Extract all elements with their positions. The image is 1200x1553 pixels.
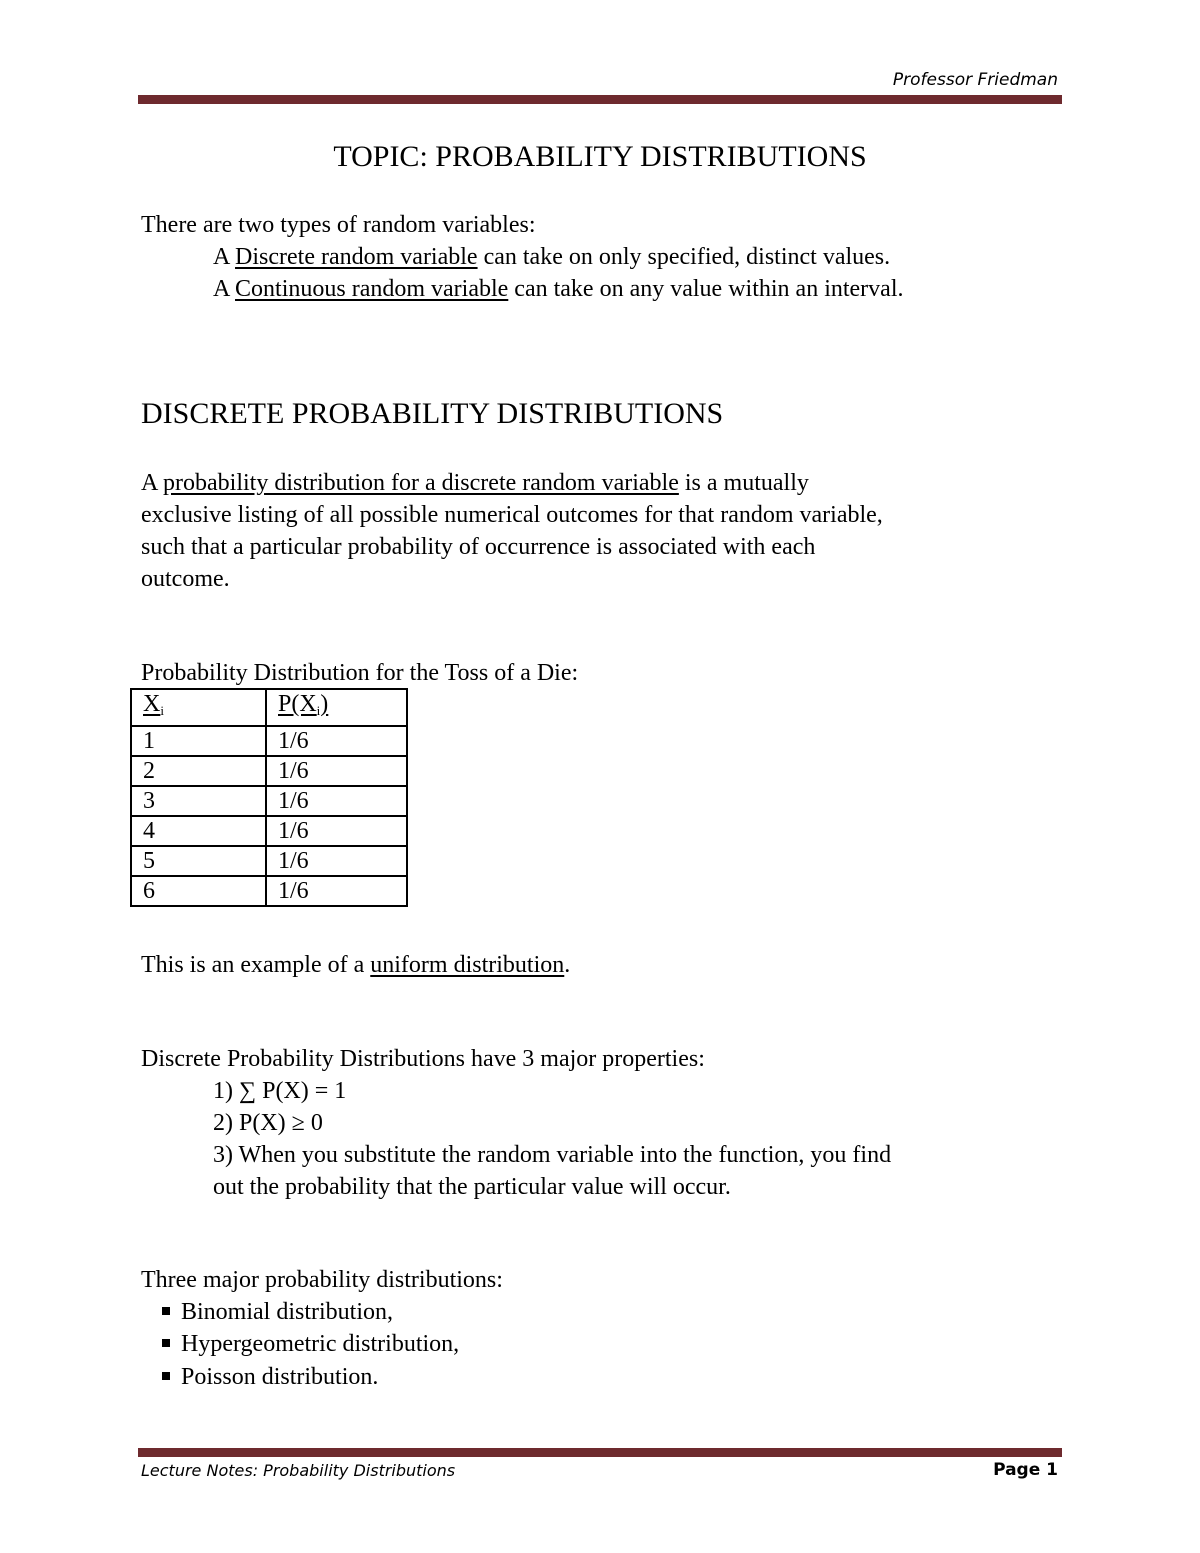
header-p-sub: i — [316, 703, 321, 718]
cell-x: 5 — [131, 846, 266, 876]
discrete-rest: can take on only specified, distinct values. — [477, 244, 891, 270]
discrete-prefix: A — [213, 244, 236, 270]
table-row — [131, 876, 407, 906]
footer-title: Lecture Notes: Probability Distributions — [141, 1461, 456, 1480]
header-author: Professor Friedman — [892, 70, 1058, 90]
page-title: TOPIC: PROBABILITY DISTRIBUTIONS — [333, 140, 867, 173]
cell-x: 2 — [131, 756, 266, 786]
continuous-prefix: A — [213, 276, 236, 302]
header-p-prefix: P(X — [278, 691, 317, 717]
property-3-line-1: 3) When you substitute the random variable into the function, you find — [213, 1142, 892, 1168]
definition-line1-rest: is a mutually — [678, 470, 809, 496]
cell-x: 4 — [131, 816, 266, 846]
list-item — [162, 1328, 459, 1360]
uniform-term: uniform distribution — [370, 952, 565, 978]
table-row — [131, 726, 407, 756]
major-intro: Three major probability distributions: — [141, 1267, 503, 1293]
continuous-definition — [213, 273, 904, 305]
table-row — [131, 756, 407, 786]
uniform-suffix: . — [564, 952, 571, 978]
cell-p: 1/6 — [266, 726, 407, 756]
header-x-sub: i — [160, 703, 164, 718]
uniform-statement — [141, 949, 570, 981]
header-x — [131, 689, 266, 726]
cell-p: 1/6 — [266, 786, 407, 816]
continuous-term: Continuous random variable — [235, 276, 509, 302]
table-caption: Probability Distribution for the Toss of a Die: — [141, 660, 579, 686]
property-3-line-2: out the probability that the particular value will occur. — [213, 1174, 731, 1200]
list-item — [162, 1361, 378, 1393]
property-2: 2) P(X) ≥ 0 — [213, 1110, 323, 1136]
header-rule — [138, 95, 1062, 104]
discrete-definition — [213, 241, 890, 273]
table-row — [131, 816, 407, 846]
table-row — [131, 846, 407, 876]
cell-p: 1/6 — [266, 756, 407, 786]
square-bullet-icon — [162, 1339, 170, 1347]
definition-term: probability distribution for a discrete random variable — [163, 470, 679, 496]
page-number: Page 1 — [993, 1460, 1058, 1480]
property-1: 1) ∑ P(X) = 1 — [213, 1078, 347, 1104]
header-p-suffix: ) — [320, 691, 329, 717]
properties-intro: Discrete Probability Distributions have 3 major properties: — [141, 1046, 705, 1072]
cell-p: 1/6 — [266, 846, 407, 876]
definition-line-3: such that a particular probability of occurrence is associated with each — [141, 534, 816, 560]
list-item-label: Hypergeometric distribution, — [181, 1331, 460, 1357]
list-item-label: Binomial distribution, — [181, 1299, 394, 1325]
intro-line: There are two types of random variables: — [141, 212, 536, 238]
header-p — [266, 689, 407, 726]
header-x-label: X — [143, 691, 161, 717]
square-bullet-icon — [162, 1307, 170, 1315]
uniform-prefix: This is an example of a — [141, 952, 371, 978]
section-heading: DISCRETE PROBABILITY DISTRIBUTIONS — [141, 397, 724, 430]
table-header-row — [131, 689, 407, 726]
square-bullet-icon — [162, 1372, 170, 1380]
continuous-rest: can take on any value within an interval. — [508, 276, 904, 302]
cell-x: 1 — [131, 726, 266, 756]
cell-x: 6 — [131, 876, 266, 906]
list-item-label: Poisson distribution. — [181, 1364, 379, 1390]
definition-prefix: A — [141, 470, 164, 496]
definition-line-4: outcome. — [141, 566, 230, 592]
cell-p: 1/6 — [266, 876, 407, 906]
die-probability-table — [130, 688, 408, 907]
table-row — [131, 786, 407, 816]
cell-x: 3 — [131, 786, 266, 816]
discrete-term: Discrete random variable — [235, 244, 478, 270]
list-item — [162, 1296, 393, 1328]
cell-p: 1/6 — [266, 816, 407, 846]
footer-rule — [138, 1448, 1062, 1457]
definition-line-1 — [141, 467, 809, 499]
definition-line-2: exclusive listing of all possible numerical outcomes for that random variable, — [141, 502, 883, 528]
